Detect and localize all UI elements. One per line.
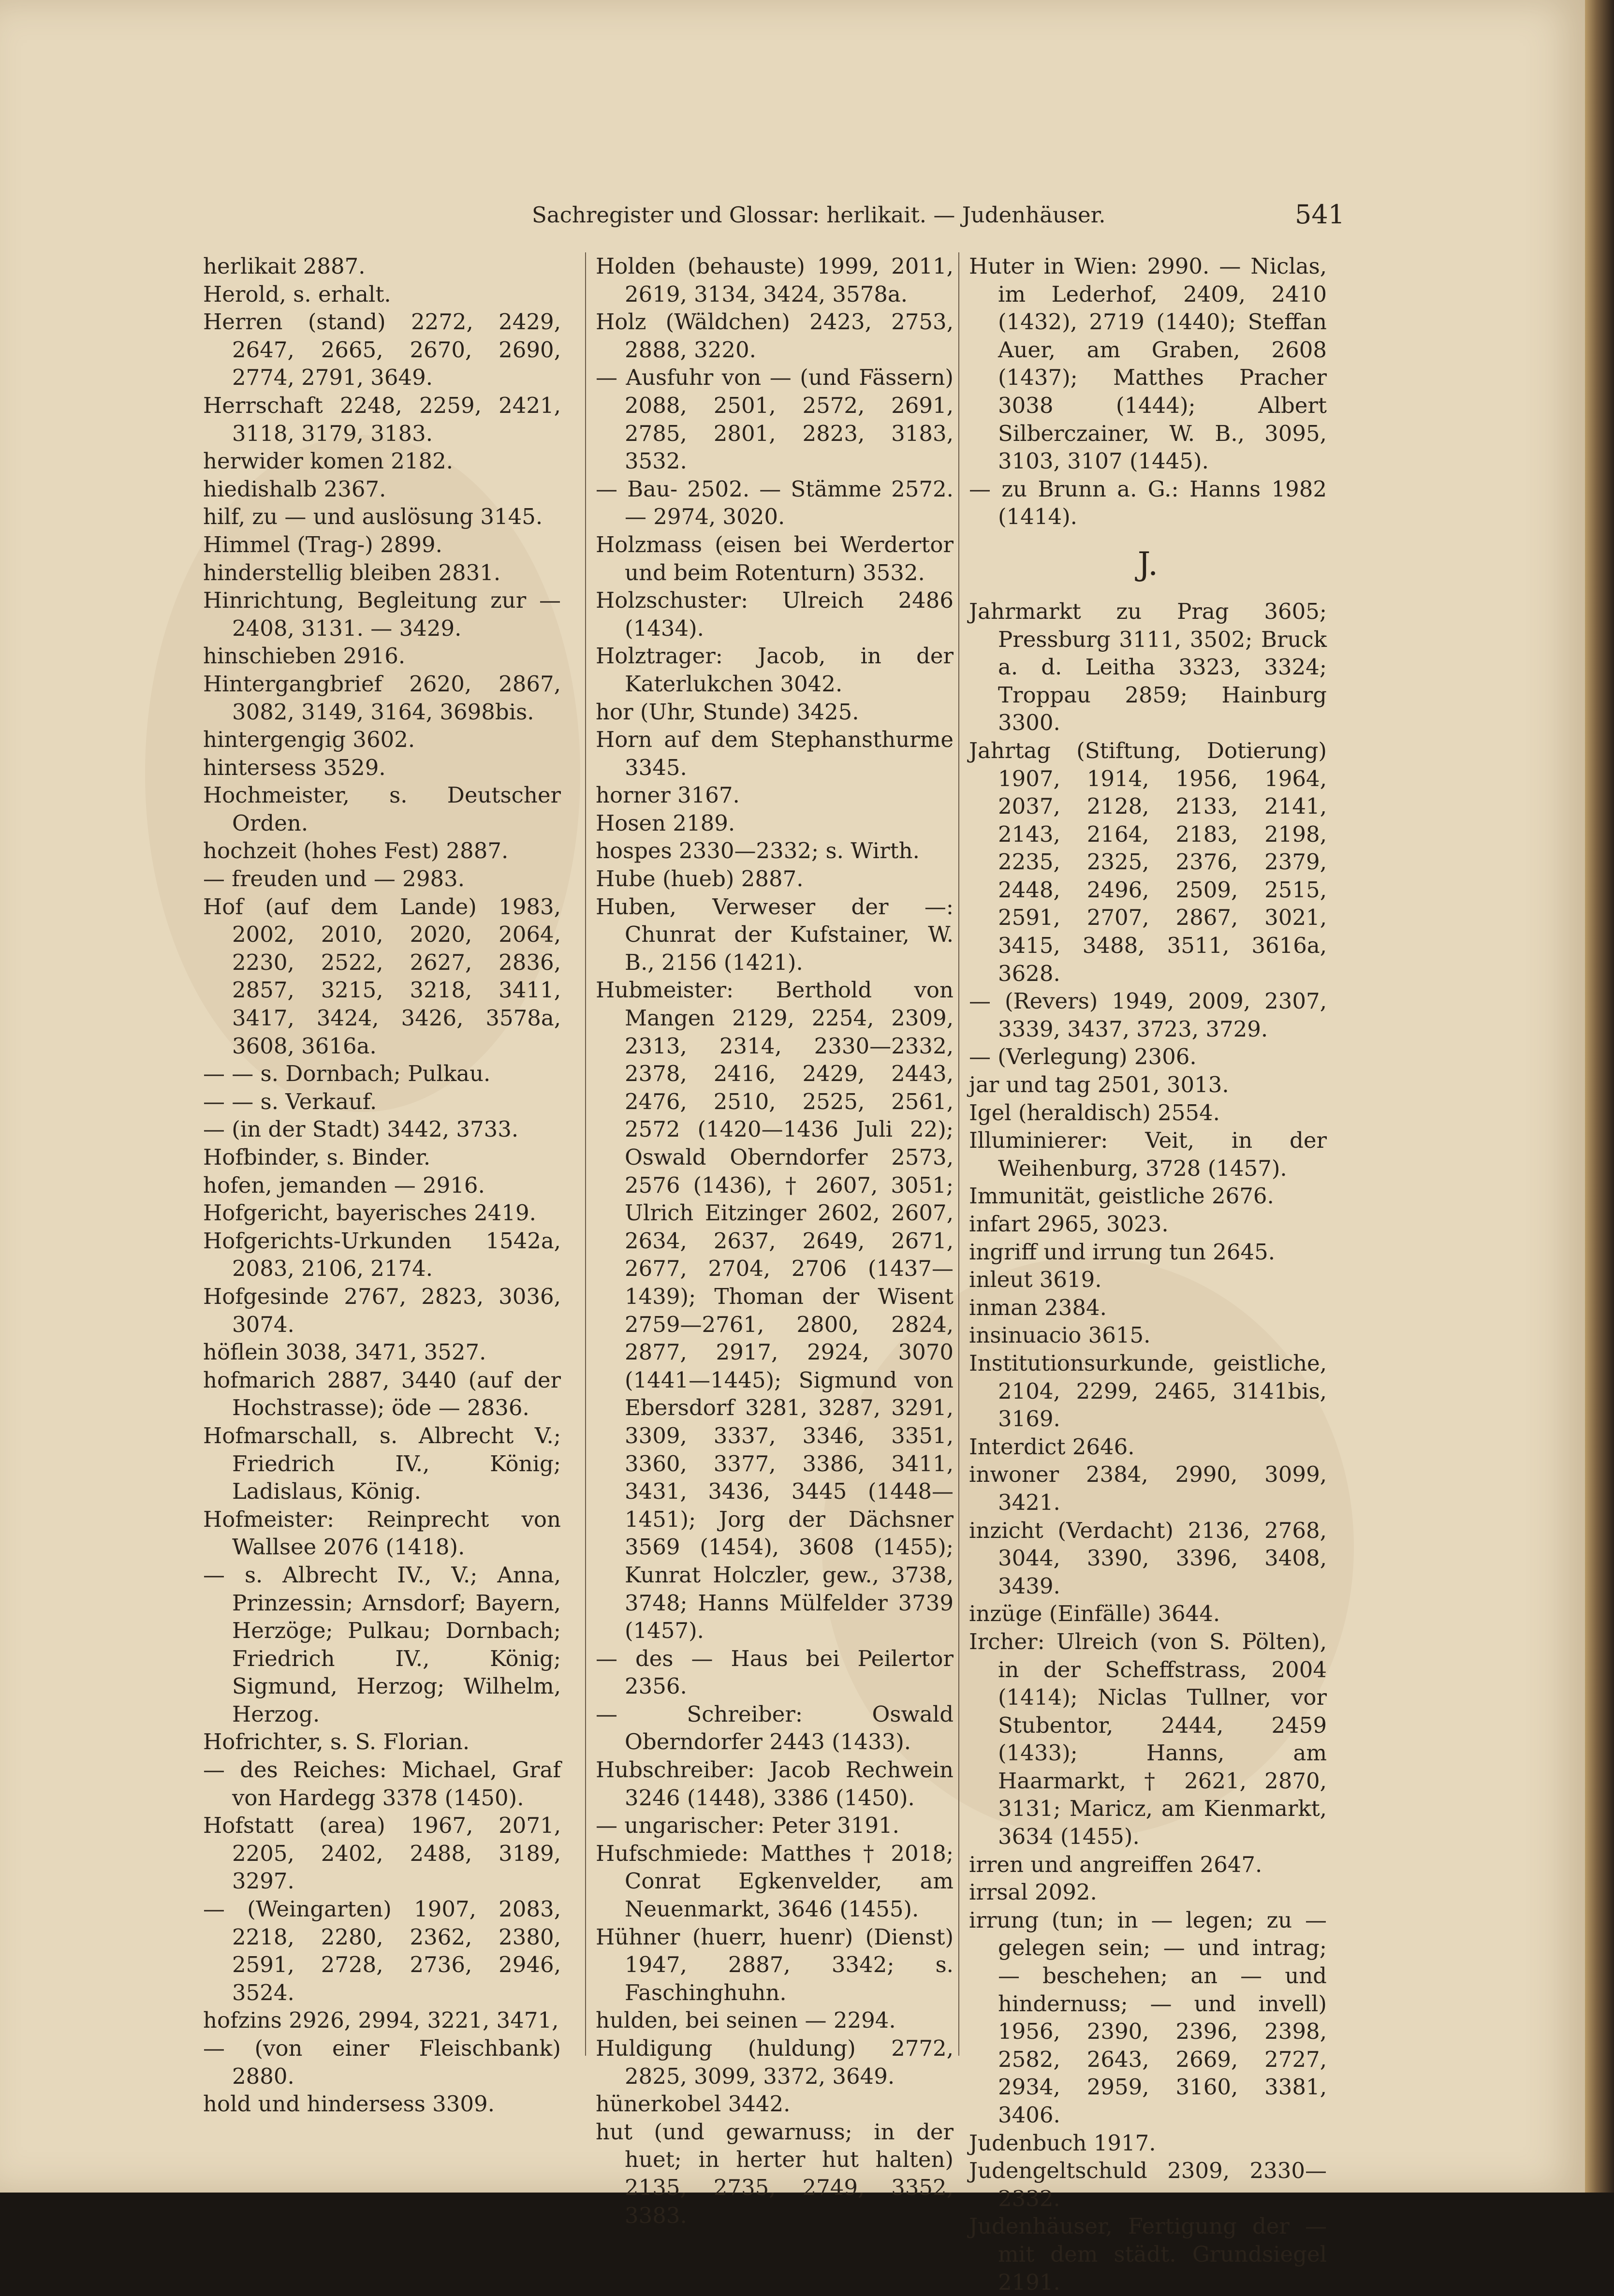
index-entry: Hühner (huerr, huenr) (Dienst) 1947, 2887, 3342; s. Faschinghuhn. bbox=[596, 1924, 954, 2005]
index-entry: Hubmeister: Berthold von Mangen 2129, 2254, 2309, 2313, 2314, 2330—2332, 2378, 2416, 2429, 2443, 2476, 2510, 2525, 2561, 2572 (1420—1436 Juli 22); Oswald Oberndorfer 2573, 2576 (1436), † 2607, 3051; Ulrich Eitzinger 2602, 2607, 2634, 2637, 2649, 2671, 2677, 2704, 2706 (1437—1439); Thoman der Wisent 2759—2761, 2800, 2824, 2877, 2917, 2924, 3070 (1441—1445); Sigmund von Ebersdorf 3281, 3287, 3291, 3309, 3337, 3346, 3351, 3360, 3377, 3386, 3411, 3431, 3436, 3445 (1448—1451); Jorg der Dächsner 3569 (1454), 3608 (1455); Kunrat Holczler, gew., 3738, 3748; Hanns Mülfelder 3739 (1457). bbox=[596, 977, 954, 1644]
index-entry: hulden, bei seinen — 2294. bbox=[596, 2007, 896, 2033]
index-entry: Immunität, geistliche 2676. bbox=[969, 1183, 1274, 1209]
index-entry: Hof (auf dem Lande) 1983, 2002, 2010, 2020, 2064, 2230, 2522, 2627, 2836, 2857, 3215, 3218, 3411, 3417, 3424, 3426, 3578a, 3608, 3616a. bbox=[203, 893, 561, 1059]
index-entry: Huben, Verweser der —: Chunrat der Kufstainer, W. B., 2156 (1421). bbox=[596, 893, 954, 975]
index-entry: Hofgesinde 2767, 2823, 3036, 3074. bbox=[203, 1283, 561, 1337]
index-entry: irren und angreiffen 2647. bbox=[969, 1851, 1262, 1877]
index-entry: — Bau- 2502. — Stämme 2572. — 2974, 3020. bbox=[596, 476, 954, 530]
index-entry: — freuden und — 2983. bbox=[203, 866, 465, 892]
index-entry: inzicht (Verdacht) 2136, 2768, 3044, 3390, 3396, 3408, 3439. bbox=[969, 1517, 1327, 1599]
index-entry: — — s. Verkauf. bbox=[203, 1088, 377, 1114]
book-edge bbox=[1585, 0, 1614, 2193]
index-entry: Illuminierer: Veit, in der Weihenburg, 3728 (1457). bbox=[969, 1127, 1327, 1181]
index-entry: hünerkobel 3442. bbox=[596, 2091, 791, 2117]
index-entry: inman 2384. bbox=[969, 1294, 1107, 1320]
index-entry: hofen, jemanden — 2916. bbox=[203, 1172, 485, 1198]
index-entry: hintersess 3529. bbox=[203, 754, 386, 780]
index-entry: Hosen 2189. bbox=[596, 810, 735, 836]
index-entry: Hofgerichts-Urkunden 1542a, 2083, 2106, 2174. bbox=[203, 1228, 561, 1282]
index-entry: jar und tag 2501, 3013. bbox=[969, 1072, 1229, 1098]
column-rule bbox=[585, 252, 586, 2056]
index-entry: Judenbuch 1917. bbox=[969, 2130, 1156, 2156]
running-header: Sachregister und Glossar: herlikait. — Judenhäuser. bbox=[532, 202, 1106, 228]
index-entry: hintergengig 3602. bbox=[203, 727, 415, 753]
index-entry: Huter in Wien: 2990. — Niclas, im Lederhof, 2409, 2410 (1432), 2719 (1440); Steffan Auer, am Graben, 2608 (1437); Matthes Pracher 3038 (1444); Albert Silberczainer, W. B., 3095, 3103, 3107 (1445). bbox=[969, 253, 1327, 474]
index-entry: herlikait 2887. bbox=[203, 253, 366, 279]
index-entry: Holzmass (eisen bei Werdertor und beim Rotenturn) 3532. bbox=[596, 531, 954, 585]
index-entry: infart 2965, 3023. bbox=[969, 1211, 1169, 1237]
index-entry: hinderstellig bleiben 2831. bbox=[203, 559, 501, 585]
index-entry: Hufschmiede: Matthes † 2018; Conrat Egkenvelder, am Neuenmarkt, 3646 (1455). bbox=[596, 1840, 954, 1922]
index-entry: ingriff und irrung tun 2645. bbox=[969, 1239, 1276, 1265]
index-entry: hochzeit (hohes Fest) 2887. bbox=[203, 838, 509, 864]
index-entry: Himmel (Trag-) 2899. bbox=[203, 531, 442, 557]
index-entry: irrsal 2092. bbox=[969, 1879, 1097, 1905]
index-entry: Herrschaft 2248, 2259, 2421, 3118, 3179, 3183. bbox=[203, 392, 561, 446]
index-entry: Hochmeister, s. Deutscher Orden. bbox=[203, 782, 561, 836]
index-entry: — (in der Stadt) 3442, 3733. bbox=[203, 1116, 519, 1142]
index-column-3 bbox=[969, 252, 1327, 2296]
index-column-1 bbox=[203, 252, 561, 2118]
index-entry: Hubschreiber: Jacob Rechwein 3246 (1448), 3386 (1450). bbox=[596, 1757, 954, 1811]
index-entry: — (Weingarten) 1907, 2083, 2218, 2280, 2362, 2380, 2591, 2728, 2736, 2946, 3524. bbox=[203, 1896, 561, 2005]
index-entry: Jahrmarkt zu Prag 3605; Pressburg 3111, 3502; Bruck a. d. Leitha 3323, 3324; Troppau 2859; Hainburg 3300. bbox=[969, 598, 1327, 736]
index-entry: Holztrager: Jacob, in der Katerlukchen 3042. bbox=[596, 643, 954, 697]
index-entry: — des Reiches: Michael, Graf von Hardegg 3378 (1450). bbox=[203, 1757, 561, 1811]
letter-heading: J. bbox=[1137, 545, 1159, 583]
index-entry: Ircher: Ulreich (von S. Pölten), in der Scheffstrass, 2004 (1414); Niclas Tullner, vor Stubentor, 2444, 2459 (1433); Hanns, am Haarmarkt, † 2621, 2870, 3131; Maricz, am Kienmarkt, 3634 (1455). bbox=[969, 1628, 1327, 1850]
index-entry: hilf, zu — und auslösung 3145. bbox=[203, 504, 543, 530]
index-entry: Judengeltschuld 2309, 2330—2332. bbox=[969, 2158, 1327, 2211]
index-entry: Huldigung (huldung) 2772, 2825, 3099, 3372, 3649. bbox=[596, 2035, 954, 2089]
index-entry: Interdict 2646. bbox=[969, 1433, 1135, 1460]
index-entry: Hofmeister: Reinprecht von Wallsee 2076 (1418). bbox=[203, 1506, 561, 1560]
index-entry: hospes 2330—2332; s. Wirth. bbox=[596, 838, 920, 864]
index-entry: — ungarischer: Peter 3191. bbox=[596, 1813, 899, 1839]
index-column-2 bbox=[596, 252, 954, 2229]
index-entry: — des — Haus bei Peilertor 2356. bbox=[596, 1645, 954, 1699]
column-rule bbox=[958, 252, 959, 2056]
index-entry: hor (Uhr, Stunde) 3425. bbox=[596, 699, 859, 725]
index-entry: Holden (behauste) 1999, 2011, 2619, 3134, 3424, 3578a. bbox=[596, 253, 954, 307]
index-entry: — (Revers) 1949, 2009, 2307, 3339, 3437, 3723, 3729. bbox=[969, 988, 1327, 1042]
index-entry: Judenhäuser, Fertigung der — mit dem städt. Grundsiegel 2191. bbox=[969, 2213, 1327, 2295]
index-entry: hinschieben 2916. bbox=[203, 643, 406, 669]
index-entry: Herren (stand) 2272, 2429, 2647, 2665, 2670, 2690, 2774, 2791, 3649. bbox=[203, 309, 561, 391]
index-entry: Holzschuster: Ulreich 2486 (1434). bbox=[596, 587, 954, 641]
index-entry: — (Verlegung) 2306. bbox=[969, 1044, 1197, 1070]
index-entry: inwoner 2384, 2990, 3099, 3421. bbox=[969, 1462, 1327, 1515]
page-number: 541 bbox=[1295, 199, 1345, 230]
index-entry: hofzins 2926, 2994, 3221, 3471, bbox=[203, 2007, 559, 2033]
index-entry: Hintergangbrief 2620, 2867, 3082, 3149, 3164, 3698bis. bbox=[203, 671, 561, 725]
index-entry: Jahrtag (Stiftung, Dotierung) 1907, 1914, 1956, 1964, 2037, 2128, 2133, 2141, 2143, 2164, 2183, 2198, 2235, 2325, 2376, 2379, 2448, 2496, 2509, 2515, 2591, 2707, 2867, 3021, 3415, 3488, 3511, 3616a, 3628. bbox=[969, 737, 1327, 986]
index-entry: irrung (tun; in — legen; zu — gelegen sein; — und intrag; — beschehen; an — und hindernuss; — und invell) 1956, 2390, 2396, 2398, 2582, 2643, 2669, 2727, 2934, 2959, 3160, 3381, 3406. bbox=[969, 1907, 1327, 2128]
index-entry: Hofmarschall, s. Albrecht V.; Friedrich IV., König; Ladislaus, König. bbox=[203, 1422, 561, 1505]
index-entry: Herold, s. erhalt. bbox=[203, 281, 391, 307]
index-entry: insinuacio 3615. bbox=[969, 1322, 1151, 1348]
index-entry: herwider komen 2182. bbox=[203, 448, 454, 474]
index-entry: hut (und gewarnuss; in der huet; in herter hut halten) 2135, 2735, 2749, 3352, 3383. bbox=[596, 2119, 954, 2228]
index-entry: Igel (heraldisch) 2554. bbox=[969, 1099, 1220, 1126]
index-entry: hiedishalb 2367. bbox=[203, 476, 386, 502]
index-entry: inleut 3619. bbox=[969, 1267, 1102, 1293]
index-entry: Hofgericht, bayerisches 2419. bbox=[203, 1200, 536, 1226]
index-entry: horner 3167. bbox=[596, 782, 740, 808]
index-entry: Hube (hueb) 2887. bbox=[596, 866, 804, 892]
index-entry: — Schreiber: Oswald Oberndorfer 2443 (1433). bbox=[596, 1701, 954, 1755]
index-entry: Horn auf dem Stephansthurme 3345. bbox=[596, 727, 954, 780]
index-entry: hold und hindersess 3309. bbox=[203, 2091, 495, 2117]
index-column-3-upper bbox=[969, 252, 1327, 531]
index-entry: — s. Albrecht IV., V.; Anna, Prinzessin; Arnsdorf; Bayern, Herzöge; Pulkau; Dornbach; Friedrich IV., König; Sigmund, Herzog; Wilhelm, Herzog. bbox=[203, 1562, 561, 1727]
index-entry: Hofrichter, s. S. Florian. bbox=[203, 1729, 470, 1755]
index-column-3-lower bbox=[969, 598, 1327, 2296]
index-entry: Institutionsurkunde, geistliche, 2104, 2299, 2465, 3141bis, 3169. bbox=[969, 1350, 1327, 1432]
index-entry: — Ausfuhr von — (und Fässern) 2088, 2501, 2572, 2691, 2785, 2801, 2823, 3183, 3532. bbox=[596, 365, 954, 474]
index-entry: Hinrichtung, Begleitung zur — 2408, 3131. — 3429. bbox=[203, 587, 561, 641]
index-entry: — (von einer Fleischbank) 2880. bbox=[203, 2035, 561, 2089]
index-entry: inzüge (Einfälle) 3644. bbox=[969, 1601, 1220, 1627]
index-entry: — zu Brunn a. G.: Hanns 1982 (1414). bbox=[969, 476, 1327, 530]
index-entry: Hofstatt (area) 1967, 2071, 2205, 2402, 2488, 3189, 3297. bbox=[203, 1813, 561, 1894]
index-entry: — — s. Dornbach; Pulkau. bbox=[203, 1061, 491, 1087]
index-entry: höflein 3038, 3471, 3527. bbox=[203, 1339, 486, 1365]
index-entry: Holz (Wäldchen) 2423, 2753, 2888, 3220. bbox=[596, 309, 954, 363]
index-entry: hofmarich 2887, 3440 (auf der Hochstrasse); öde — 2836. bbox=[203, 1367, 561, 1421]
index-entry: Hofbinder, s. Binder. bbox=[203, 1144, 431, 1170]
